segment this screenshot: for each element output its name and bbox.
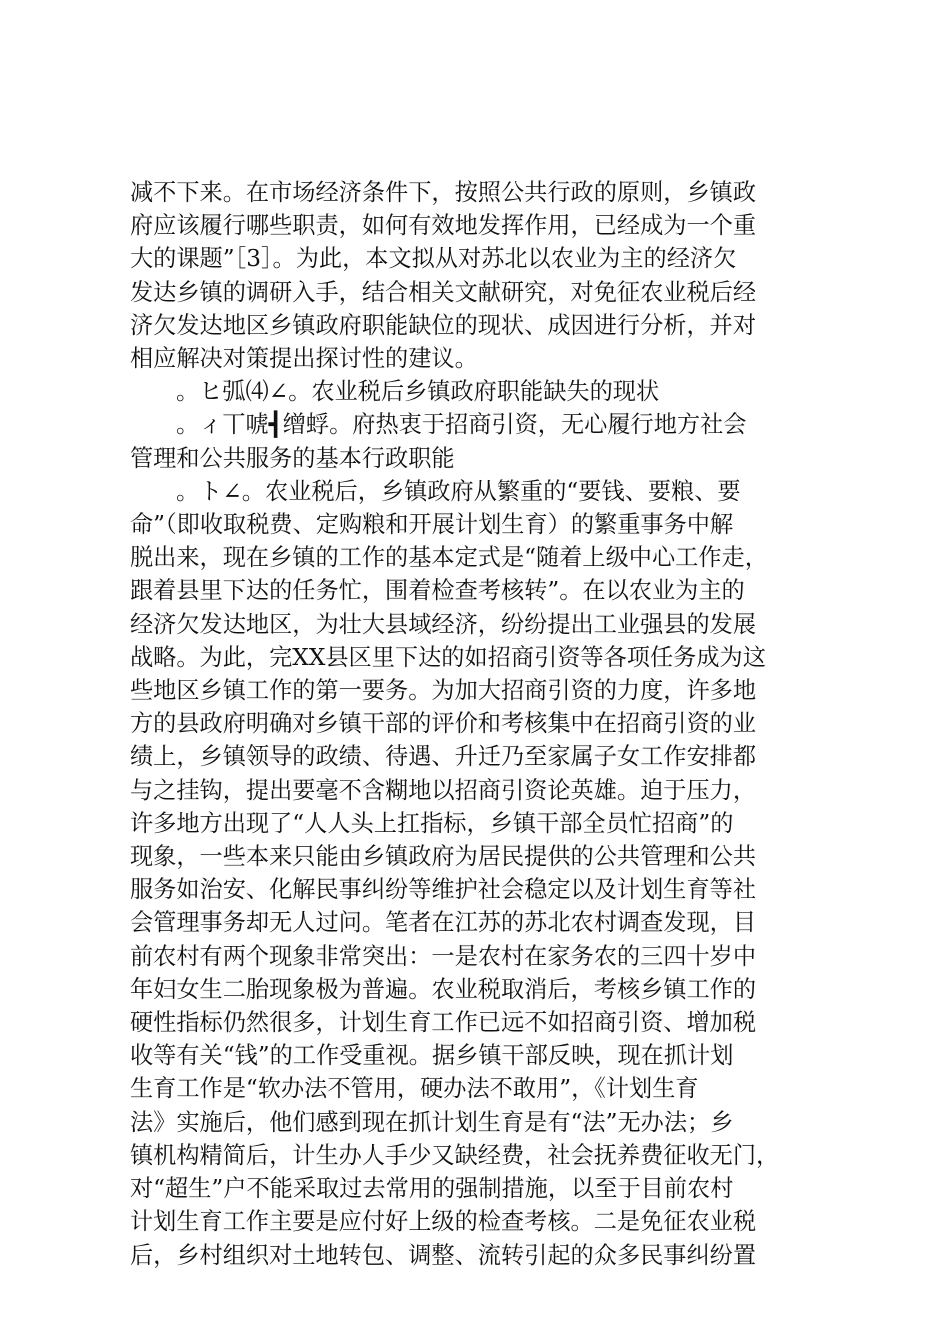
text-line: 。ィ丅唬┫缯蜉。府热衷于招商引资，无心履行地方社会 xyxy=(176,411,747,439)
text-line: 计划生育工作主要是应付好上级的检查考核。二是免征农业税 xyxy=(130,1208,757,1236)
text-line: 。ヒ弧⑷∠。农业税后乡镇政府职能缺失的现状 xyxy=(176,378,660,406)
text-line: 服务如治安、化解民事纠纷等维护社会稳定以及计划生育等社 xyxy=(130,876,757,904)
text-line: 跟着县里下达的任务忙，围着检查考核转”。在以农业为主的 xyxy=(130,577,745,605)
document-page xyxy=(130,176,832,1272)
text-line: 经济欠发达地区，为壮大县域经济，纷纷提出工业强县的发展 xyxy=(130,610,757,638)
text-line: 对“超生”户不能采取过去常用的强制措施，以至于目前农村 xyxy=(130,1175,734,1203)
text-line: 济欠发达地区乡镇政府职能缺位的现状、成因进行分析，并对 xyxy=(130,311,757,339)
text-line: 方的县政府明确对乡镇干部的评价和考核集中在招商引资的业 xyxy=(130,710,757,738)
text-line: 。ト∠。农业税后，乡镇政府从繁重的“要钱、要粮、要 xyxy=(176,477,741,505)
text-line: 绩上，乡镇领导的政绩、待遇、升迁乃至家属子女工作安排都 xyxy=(130,743,757,771)
paragraph xyxy=(130,408,832,474)
text-line: 年妇女生二胎现象极为普遍。农业税取消后，考核乡镇工作的 xyxy=(130,975,757,1003)
paragraph xyxy=(130,475,832,1272)
text-line: 硬性指标仍然很多，计划生育工作已远不如招商引资、增加税 xyxy=(130,1009,757,1037)
text-line: 命”（即收取税费、定购粮和开展计划生育）的繁重事务中解 xyxy=(130,511,734,539)
text-line: 大的课题”［3］。为此，本文拟从对苏北以农业为主的经济欠 xyxy=(130,245,737,273)
text-line: 府应该履行哪些职责，如何有效地发挥作用，已经成为一个重 xyxy=(130,212,757,240)
text-line: 脱出来，现在乡镇的工作的基本定式是“随着上级中心工作走， xyxy=(130,544,768,572)
text-line: 管理和公共服务的基本行政职能 xyxy=(130,444,455,472)
text-line: 收等有关“钱”的工作受重视。据乡镇干部反映，现在抓计划 xyxy=(130,1042,734,1070)
text-line: 发达乡镇的调研入手，结合相关文献研究，对免征农业税后经 xyxy=(130,278,757,306)
text-line: 减不下来。在市场经济条件下，按照公共行政的原则，乡镇政 xyxy=(130,179,757,206)
text-line: 后，乡村组织对土地转包、调整、流转引起的众多民事纠纷置 xyxy=(130,1241,757,1269)
text-line: 前农村有两个现象非常突出：一是农村在家务农的三四十岁中 xyxy=(130,942,757,970)
text-line: 战略。为此，完XX县区里下达的如招商引资等各项任务成为这 xyxy=(130,643,766,671)
text-line: 生育工作是“软办法不管用，硬办法不敢用”，《计划生育 xyxy=(130,1075,699,1103)
text-line: 些地区乡镇工作的第一要务。为加大招商引资的力度，许多地 xyxy=(130,677,757,705)
text-line: 相应解决对策提出探讨性的建议。 xyxy=(130,345,478,373)
text-line: 与之挂钩，提出要毫不含糊地以招商引资论英雄。迫于压力， xyxy=(130,776,757,804)
text-line: 法》实施后，他们感到现在抓计划生育是有“法”无办法；乡 xyxy=(130,1108,734,1136)
paragraph xyxy=(130,375,832,408)
paragraph xyxy=(130,176,832,375)
text-line: 会管理事务却无人过问。笔者在江苏的苏北农村调查发现，目 xyxy=(130,909,757,937)
text-line: 许多地方出现了“人人头上扛指标，乡镇干部全员忙招商”的 xyxy=(130,809,734,837)
text-line: 镇机构精简后，计生办人手少又缺经费，社会抚养费征收无门， xyxy=(130,1141,780,1169)
text-line: 现象，一些本来只能由乡镇政府为居民提供的公共管理和公共 xyxy=(130,843,757,871)
